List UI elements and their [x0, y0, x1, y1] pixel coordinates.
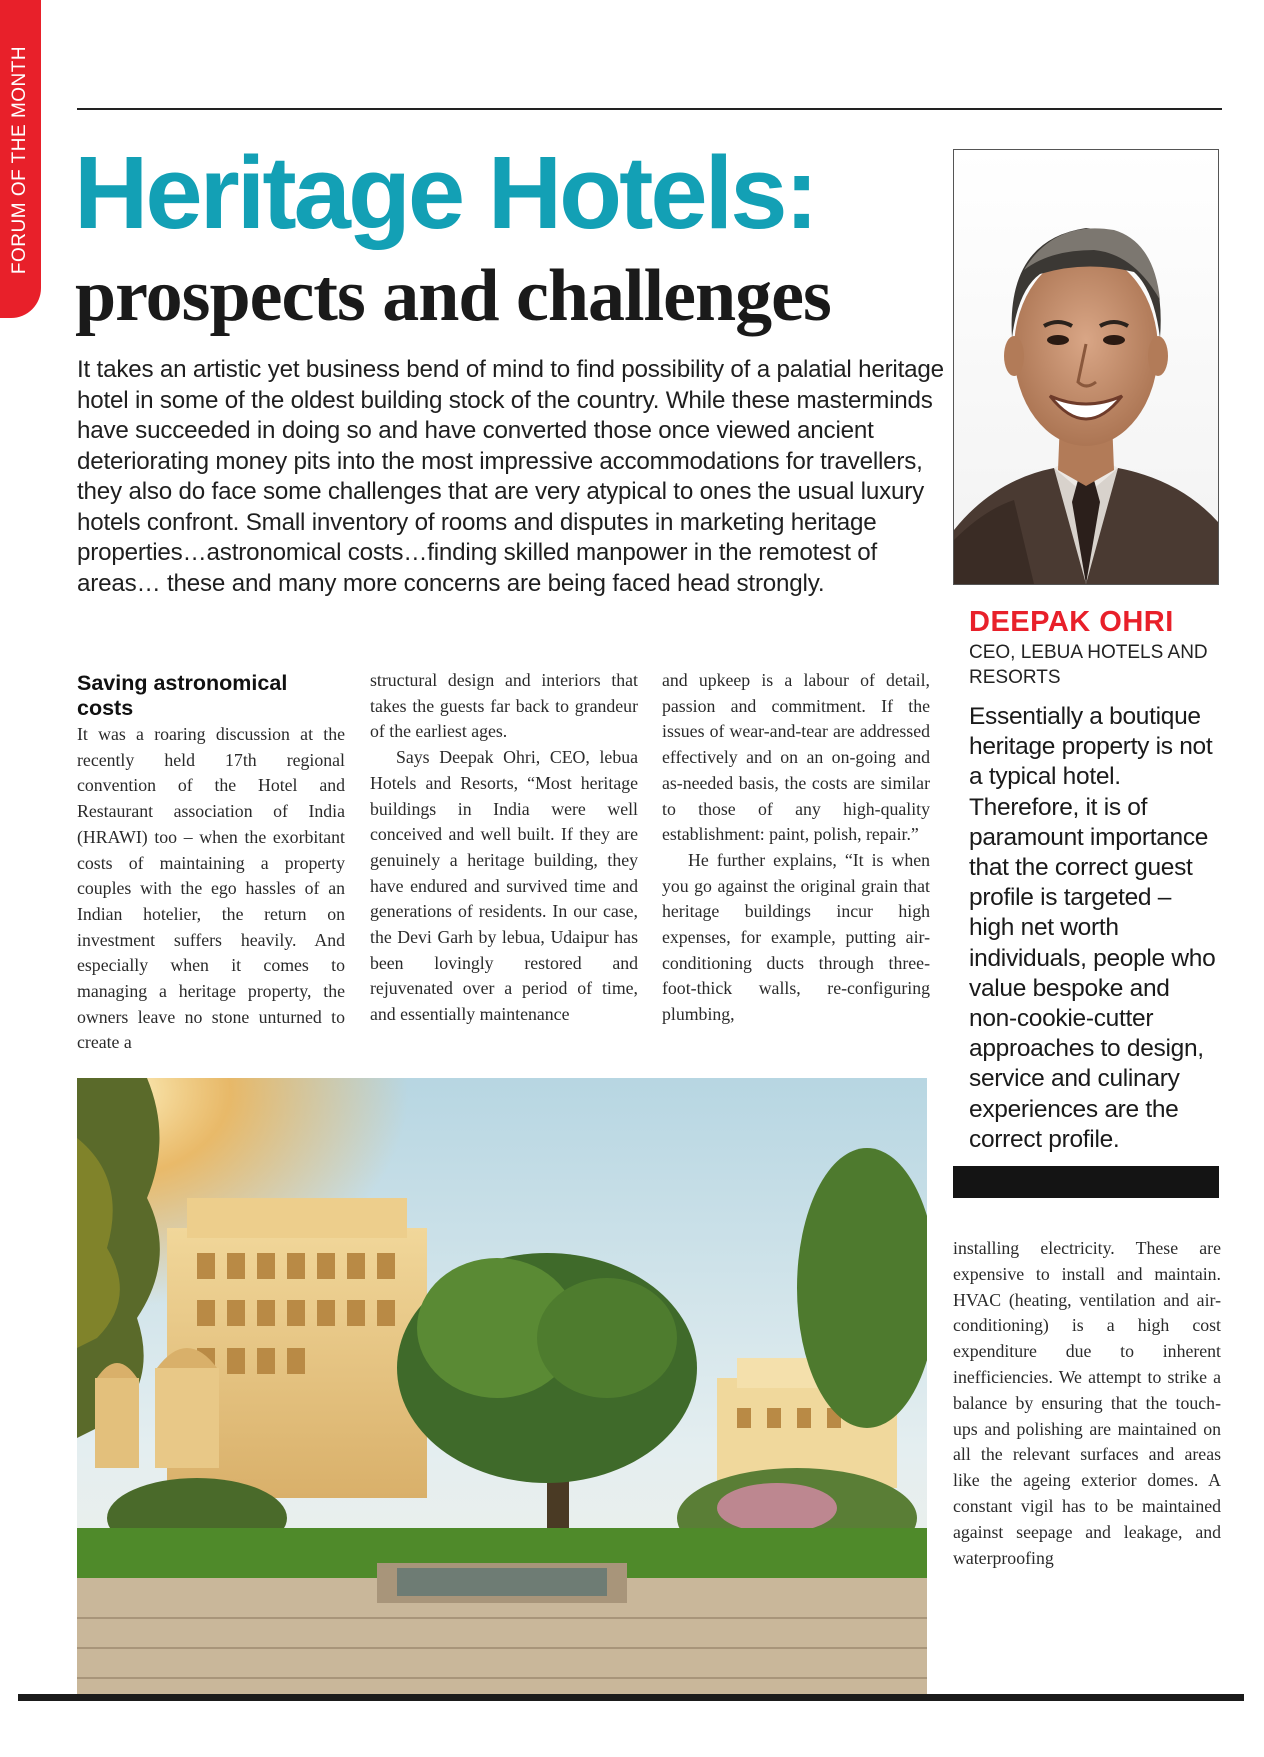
article-paragraph: and upkeep is a labour of detail, passion and commitment. If the issues of wear-and-tear are addressed effectively and on an on-going and as-needed basis, the costs are similar to those of any high-quality establishment: paint, polish, repair.”	[662, 670, 930, 845]
article-paragraph: Says Deepak Ohri, CEO, lebua Hotels and Resorts, “Most heritage buildings in India were well conceived and well built. If they are genuinely a heritage building, they have endured and survived time and generations of residents. In our case, the Devi Garh by lebua, Udaipur has been lovingly restored and rejuvenated over a period of time, and essentially maintenance	[370, 747, 638, 1025]
article-column-1	[77, 671, 345, 1056]
section-tab-label: FORUM OF THE MONTH	[9, 45, 30, 275]
sidebar-black-bar	[953, 1166, 1219, 1198]
interviewee-role: CEO, LEBUA HOTELS AND RESORTS	[969, 642, 1208, 688]
interviewee-name: DEEPAK OHRI	[969, 606, 1174, 638]
subheadline: prospects and challenges	[75, 255, 831, 337]
intro-paragraph: It takes an artistic yet business bend of mind to find possibility of a palatial heritage hotel in some of the oldest building stock of the country. While these masterminds have succeeded in doing so and have converted those once viewed ancient deteriorating money pits into the most impressive accommodations for travellers, they also do face some challenges that are very atypical to ones the usual luxury hotels confront. Small inventory of rooms and disputes in marketing heritage properties…astronomical costs…finding skilled manpower in the remotest of areas… these and many more concerns are being faced head strongly.	[77, 356, 944, 597]
article-column-4	[953, 1236, 1221, 1571]
heritage-hotel-photo	[77, 1078, 927, 1695]
article-paragraph: installing electricity. These are expensive to install and maintain. HVAC (heating, ventilation and air-conditioning) is a high cost expenditure due to inherent inefficiencies. We attempt to strike a balance by ensuring that the touch-ups and polishing are maintained on all the relevant surfaces and areas like the ageing exterior domes. A constant vigil has to be maintained against seepage and leakage, and waterproofing	[953, 1238, 1221, 1568]
section-heading: Saving astronomical costs	[77, 671, 288, 720]
bottom-divider	[18, 1694, 1244, 1701]
portrait-photo	[953, 149, 1219, 585]
pull-quote: Essentially a boutique heritage property is not a typical hotel. Therefore, it is of paramount importance that the correct guest profile is targeted – high net worth individuals, people who value bespoke and non-cookie-cutter approaches to design, service and culinary experiences are the correct profile.	[969, 703, 1216, 1153]
section-tab	[0, 0, 41, 318]
article-column-3	[662, 668, 930, 1028]
article-paragraph: structural design and interiors that takes the guests far back to grandeur of the earliest ages.	[370, 670, 638, 742]
article-column-2	[370, 668, 638, 1028]
article-paragraph: It was a roaring discussion at the recently held 17th regional convention of the Hotel and Restaurant association of India (HRAWI) too – when the exorbitant costs of maintaining a property couples with the ego hassles of an Indian hotelier, the return on investment suffers heavily. And especially when it comes to managing a heritage property, the owners leave no stone unturned to create a	[77, 724, 345, 1053]
top-divider	[77, 108, 1222, 110]
article-paragraph: He further explains, “It is when you go against the original grain that heritage buildings incur high expenses, for example, putting air-conditioning ducts through three-foot-thick walls, re-configuring plumbing,	[662, 849, 930, 1025]
headline: Heritage Hotels:	[74, 135, 816, 250]
